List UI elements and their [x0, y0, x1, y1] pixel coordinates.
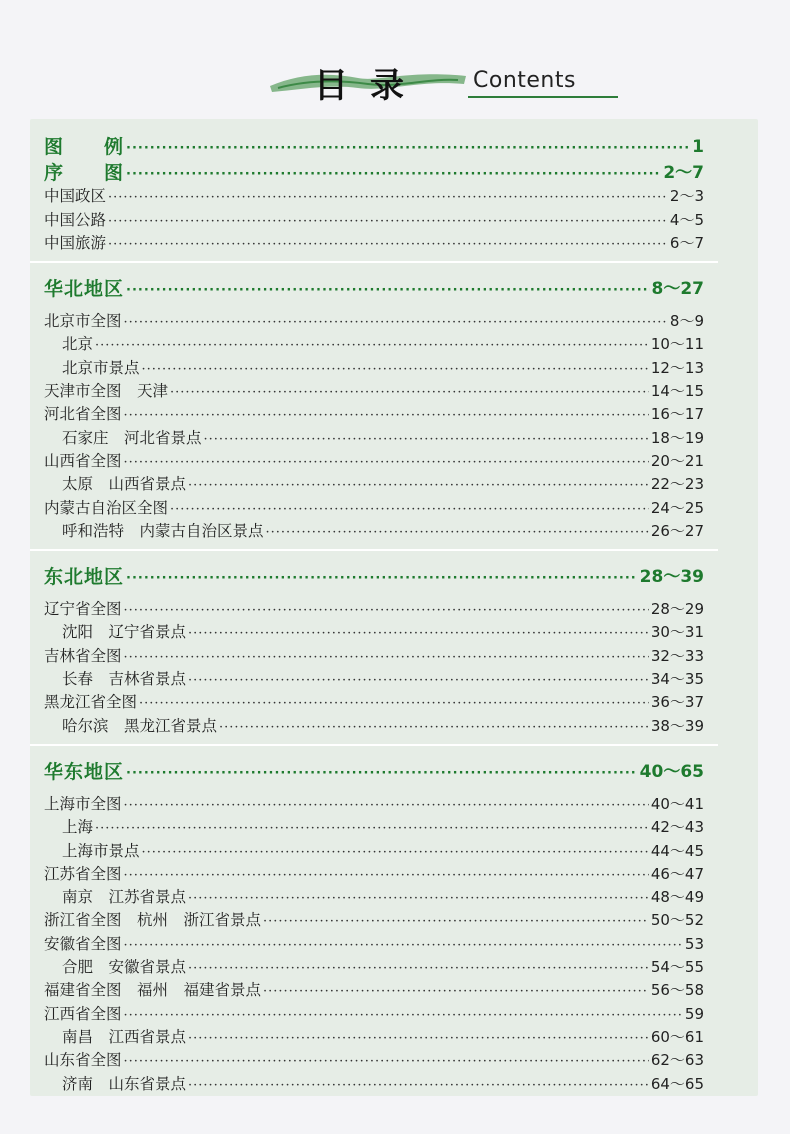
toc-entry-label: 黑龙江省全图: [44, 693, 138, 712]
dot-leader: [188, 1029, 649, 1049]
toc-entry-page: 14～15: [650, 382, 704, 401]
toc-entry[interactable]: [44, 310, 704, 333]
dot-leader: [204, 430, 649, 450]
toc-entry-page: 64～65: [650, 1074, 704, 1093]
toc-entry-label: 山西省全图: [44, 451, 122, 470]
spacer: [44, 784, 704, 793]
dot-leader: [170, 383, 649, 403]
toc-entry[interactable]: [44, 793, 704, 816]
toc-entry-label: 中国旅游: [44, 233, 107, 252]
dot-leader: [126, 764, 638, 784]
dot-leader: [188, 671, 649, 691]
toc-entry-page: 28～29: [650, 600, 704, 619]
dot-leader: [95, 819, 649, 839]
dot-leader: [188, 959, 649, 979]
toc-entry-page: 56～58: [650, 981, 704, 1000]
dot-leader: [188, 889, 649, 909]
dot-leader: [126, 569, 638, 589]
toc-entry-page: 53: [684, 934, 704, 953]
toc-entry-page: 2～7: [663, 163, 704, 183]
dot-leader: [126, 139, 690, 159]
toc-entry-label: 中国公路: [44, 210, 107, 229]
toc-entry-page: 22～23: [650, 475, 704, 494]
toc-entry[interactable]: [44, 185, 704, 208]
toc-entry-label: 上海市全图: [44, 794, 122, 813]
toc-entry[interactable]: [44, 333, 704, 356]
toc-entry[interactable]: [44, 979, 704, 1002]
toc-entry[interactable]: [44, 1026, 704, 1049]
dot-leader: [124, 313, 668, 333]
dot-leader: [126, 165, 661, 185]
toc-entry-label: 中国政区: [44, 187, 107, 206]
toc-entry[interactable]: [44, 816, 704, 839]
toc-entry-page: 20～21: [650, 451, 704, 470]
toc-entry[interactable]: [44, 403, 704, 426]
toc-entry-page: 28～39: [639, 566, 704, 587]
dot-leader: [108, 235, 668, 255]
dot-leader: [124, 1006, 683, 1026]
dot-leader: [124, 936, 683, 956]
toc-entry-label: 长春 吉林省景点: [62, 670, 187, 689]
title-english: Contents: [473, 68, 576, 93]
toc-entry-page: 34～35: [650, 670, 704, 689]
toc-entry-label: 华东地区: [44, 760, 125, 783]
toc-entry[interactable]: [44, 380, 704, 403]
dot-leader: [124, 453, 649, 473]
toc-entry-label: 上海: [62, 818, 94, 837]
toc-entry-label: 北京市全图: [44, 312, 122, 331]
dot-leader: [124, 866, 649, 886]
toc-entry-page: 32～33: [650, 646, 704, 665]
dot-leader: [170, 500, 649, 520]
toc-entry-page: 60～61: [650, 1027, 704, 1046]
toc-entry-label: 安徽省全图: [44, 934, 122, 953]
toc-entry-page: 59: [684, 1004, 704, 1023]
toc-heading[interactable]: [44, 133, 704, 159]
toc-entry[interactable]: [44, 208, 704, 231]
toc-entry-page: 36～37: [650, 693, 704, 712]
toc-entry[interactable]: [44, 863, 704, 886]
toc-entry-label: 呼和浩特 内蒙古自治区景点: [62, 521, 264, 540]
toc-entry-page: 38～39: [650, 716, 704, 735]
toc-entry-label: 济南 山东省景点: [62, 1074, 187, 1093]
toc-entry-label: 辽宁省全图: [44, 600, 122, 619]
toc-entry-page: 54～55: [650, 958, 704, 977]
toc-entry[interactable]: [44, 621, 704, 644]
dot-leader: [124, 1052, 649, 1072]
dot-leader: [124, 796, 649, 816]
spacer: [44, 589, 704, 598]
toc-entry-label: 江西省全图: [44, 1004, 122, 1023]
dot-leader: [95, 336, 649, 356]
toc-entry[interactable]: [44, 839, 704, 862]
toc-entry-label: 南京 江苏省景点: [62, 888, 187, 907]
toc-entry[interactable]: [44, 496, 704, 519]
dot-leader: [139, 694, 649, 714]
toc-entry-page: 2～3: [669, 187, 704, 206]
dot-leader: [108, 188, 668, 208]
spacer: [44, 301, 704, 310]
toc-entry-label: 上海市景点: [62, 841, 140, 860]
toc-entry-page: 12～13: [650, 358, 704, 377]
section-divider: [30, 261, 718, 263]
dot-leader: [263, 912, 649, 932]
toc-section-heading[interactable]: [44, 754, 704, 784]
toc-entry[interactable]: [44, 714, 704, 737]
toc-entry-label: 华北地区: [44, 277, 125, 300]
dot-leader: [124, 648, 649, 668]
toc-entry-label: 哈尔滨 黑龙江省景点: [62, 716, 218, 735]
toc-entry-label: 江苏省全图: [44, 864, 122, 883]
toc-entry-page: 8～27: [651, 278, 704, 299]
toc-entry[interactable]: [44, 356, 704, 379]
toc-entry[interactable]: [44, 1072, 704, 1095]
toc-entry-label: 东北地区: [44, 565, 125, 588]
toc-entry[interactable]: [44, 1049, 704, 1072]
dot-leader: [142, 843, 649, 863]
dot-leader: [188, 624, 649, 644]
toc-entry[interactable]: [44, 426, 704, 449]
toc-entry[interactable]: [44, 450, 704, 473]
toc-entry-page: 44～45: [650, 841, 704, 860]
toc-entry[interactable]: [44, 473, 704, 496]
toc-entry-page: 24～25: [650, 498, 704, 517]
toc-entry-page: 48～49: [650, 888, 704, 907]
toc-entry-label: 浙江省全图 杭州 浙江省景点: [44, 911, 262, 930]
dot-leader: [219, 718, 649, 738]
section-divider: [30, 549, 718, 551]
toc-entry[interactable]: [44, 886, 704, 909]
toc-entry-page: 50～52: [650, 911, 704, 930]
toc-entry-page: 18～19: [650, 428, 704, 447]
dot-leader: [124, 406, 649, 426]
toc-entry-label: 沈阳 辽宁省景点: [62, 623, 187, 642]
toc-entry-label: 石家庄 河北省景点: [62, 428, 202, 447]
toc-entry[interactable]: [44, 232, 704, 255]
dot-leader: [142, 360, 649, 380]
toc-entry-label: 天津市全图 天津: [44, 382, 169, 401]
toc-entry-page: 16～17: [650, 405, 704, 424]
toc-entry-label: 图 例: [44, 136, 125, 158]
toc-entry-page: 10～11: [650, 335, 704, 354]
toc-entry[interactable]: [44, 644, 704, 667]
toc-entry-page: 8～9: [669, 312, 704, 331]
toc-section-heading[interactable]: [44, 271, 704, 301]
toc-entry-page: 62～63: [650, 1051, 704, 1070]
toc-entry-label: 内蒙古自治区全图: [44, 498, 169, 517]
toc-entry[interactable]: [44, 932, 704, 955]
toc-entry-page: 40～65: [639, 761, 704, 782]
page-title: [268, 58, 620, 106]
section-divider: [30, 744, 718, 746]
dot-leader: [188, 1076, 649, 1096]
toc-entry[interactable]: [44, 598, 704, 621]
toc-entry-page: 26～27: [650, 521, 704, 540]
toc-entry[interactable]: [44, 520, 704, 543]
table-of-contents: [44, 133, 704, 1096]
dot-leader: [126, 281, 649, 301]
toc-entry-label: 福建省全图 福州 福建省景点: [44, 981, 262, 1000]
dot-leader: [188, 476, 649, 496]
toc-entry-page: 42～43: [650, 818, 704, 837]
toc-entry-label: 山东省全图: [44, 1051, 122, 1070]
toc-entry-page: 40～41: [650, 794, 704, 813]
toc-entry[interactable]: [44, 1002, 704, 1025]
title-underline: [468, 96, 618, 98]
toc-entry[interactable]: [44, 956, 704, 979]
toc-entry-page: 1: [692, 137, 704, 157]
toc-entry-label: 北京市景点: [62, 358, 140, 377]
toc-entry-label: 北京: [62, 335, 94, 354]
toc-entry-page: 30～31: [650, 623, 704, 642]
toc-heading[interactable]: [44, 159, 704, 185]
toc-entry-label: 太原 山西省景点: [62, 475, 187, 494]
toc-entry[interactable]: [44, 668, 704, 691]
dot-leader: [266, 523, 649, 543]
toc-entry[interactable]: [44, 909, 704, 932]
title-chinese: 目录: [314, 66, 426, 106]
toc-entry-label: 南昌 江西省景点: [62, 1027, 187, 1046]
toc-entry-page: 46～47: [650, 864, 704, 883]
toc-entry-page: 4～5: [669, 210, 704, 229]
dot-leader: [124, 601, 649, 621]
toc-entry-label: 序 图: [44, 162, 125, 184]
dot-leader: [263, 982, 649, 1002]
toc-section-heading[interactable]: [44, 559, 704, 589]
toc-entry-page: 6～7: [669, 233, 704, 252]
toc-entry[interactable]: [44, 691, 704, 714]
toc-entry-label: 河北省全图: [44, 405, 122, 424]
dot-leader: [108, 212, 668, 232]
toc-entry-label: 吉林省全图: [44, 646, 122, 665]
toc-entry-label: 合肥 安徽省景点: [62, 958, 187, 977]
